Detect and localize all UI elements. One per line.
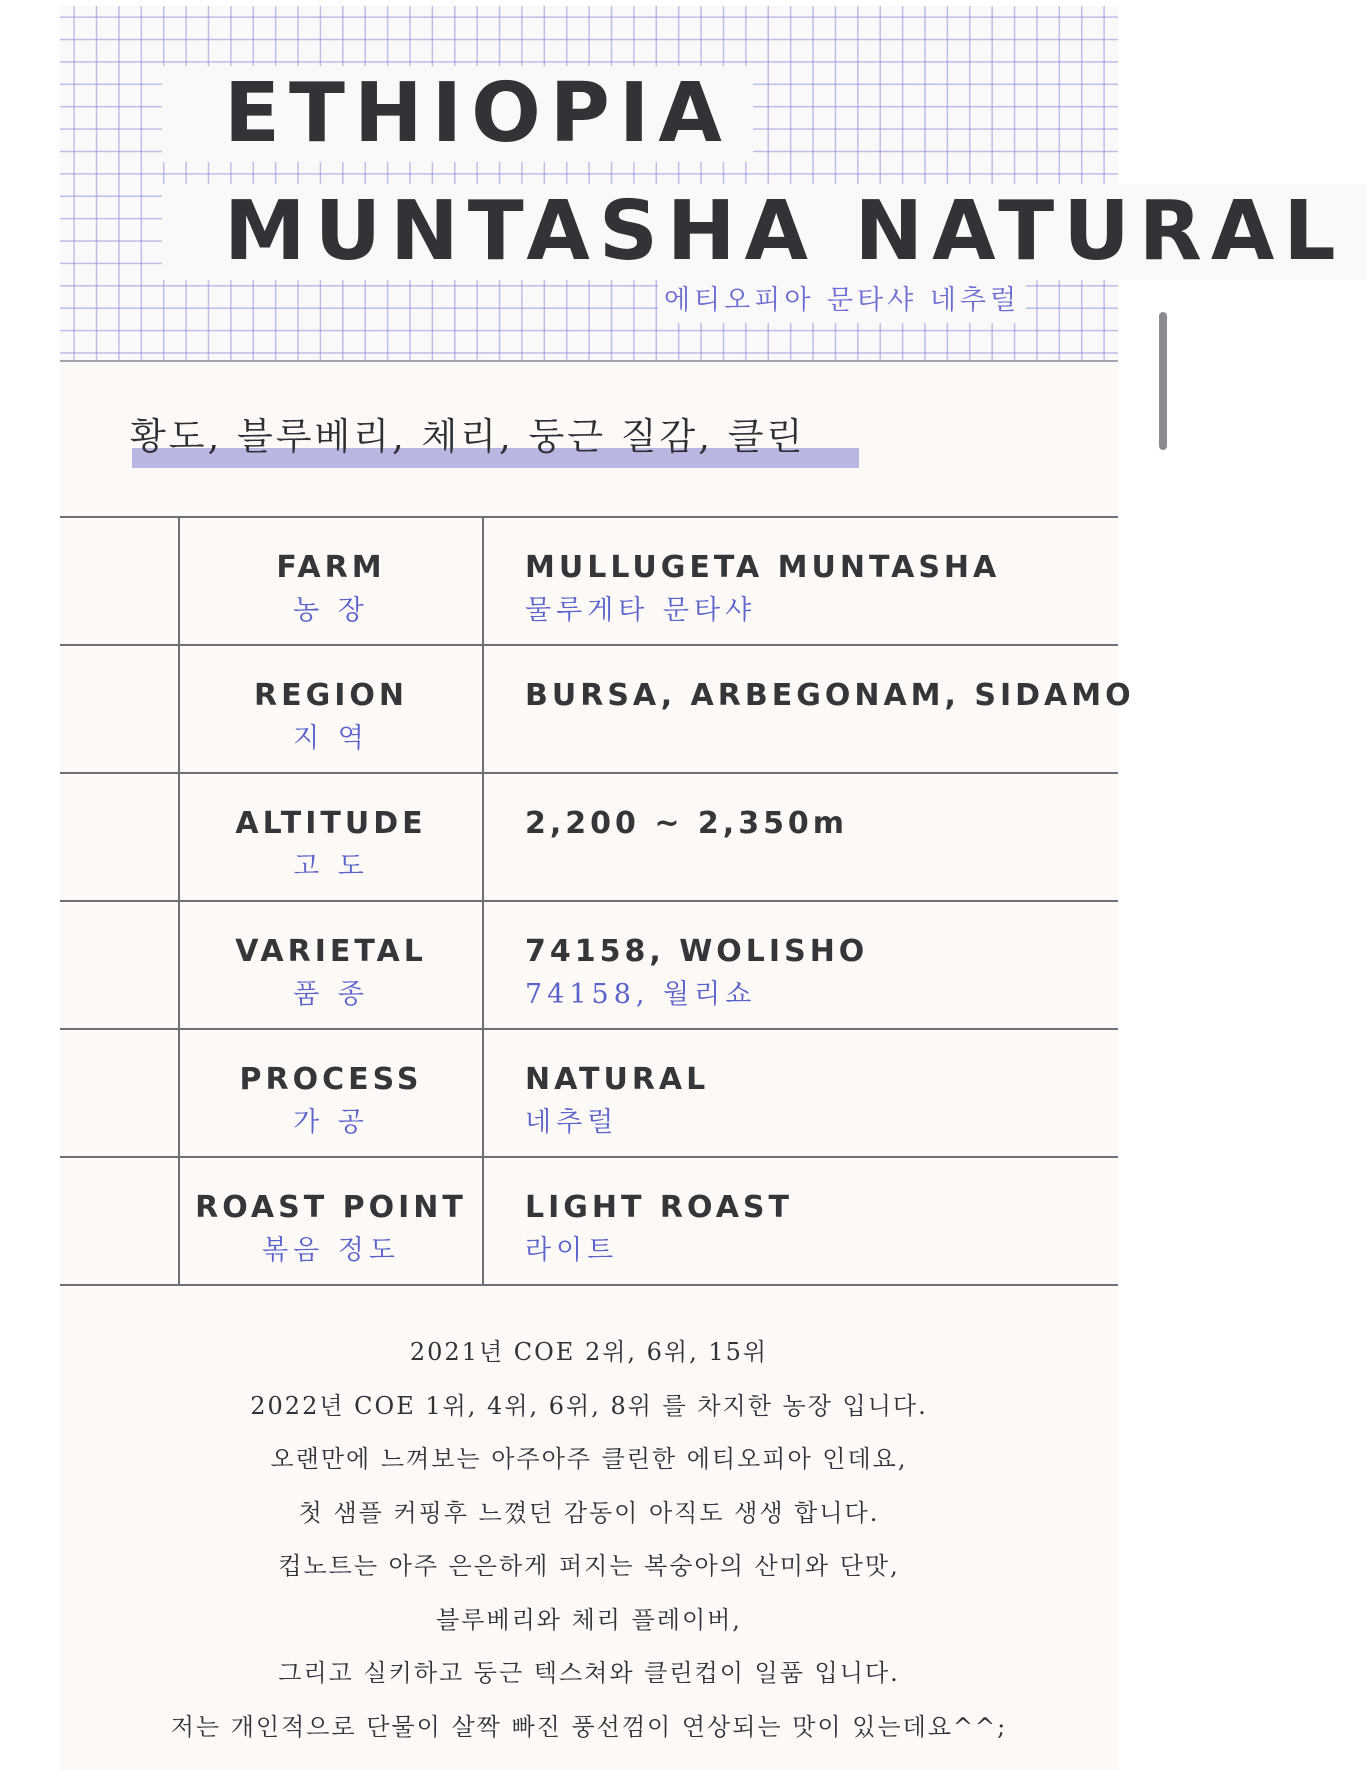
scrollbar-thumb[interactable] — [1159, 312, 1167, 450]
spec-value — [525, 1188, 1115, 1274]
table-divider — [482, 518, 484, 644]
spec-label-ko: 농 장 — [293, 595, 369, 626]
description-line: 2022년 COE 1위, 4위, 6위, 8위 를 차지한 농장 입니다. — [250, 1391, 928, 1420]
spec-row-roast-point — [60, 1158, 1118, 1286]
description-line: 첫 샘플 커핑후 느꼈던 감동이 아직도 생생 합니다. — [298, 1498, 880, 1527]
description-line: 블루베리와 체리 플레이버, — [436, 1605, 742, 1634]
spec-value-en: MULLUGETA MUNTASHA — [525, 550, 1001, 585]
page-title-line-2: MUNTASHA NATURAL — [162, 184, 1367, 280]
tasting-notes — [130, 410, 805, 470]
spec-value-ko: 네추럴 — [525, 1107, 619, 1138]
spec-label-en: REGION — [254, 678, 408, 713]
description-block — [60, 1326, 1118, 1754]
spec-label — [180, 1188, 482, 1274]
table-divider — [482, 1158, 484, 1284]
table-divider — [482, 646, 484, 772]
spec-label — [180, 676, 482, 762]
spec-table — [60, 516, 1135, 1286]
spec-label-ko: 품 종 — [293, 979, 369, 1010]
table-divider — [482, 774, 484, 900]
spec-label-en: ALTITUDE — [235, 806, 427, 841]
spec-value — [525, 548, 1115, 634]
spec-row-region — [60, 646, 1135, 774]
table-divider — [482, 1030, 484, 1156]
spec-value — [525, 676, 1135, 716]
spec-value-en: 74158, WOLISHO — [525, 934, 869, 969]
spec-label-en: FARM — [276, 550, 386, 585]
korean-subtitle: 에티오피아 문타샤 네추럴 — [658, 279, 1026, 323]
spec-row-altitude — [60, 774, 1118, 902]
spec-row-farm — [60, 518, 1118, 646]
table-divider — [482, 902, 484, 1028]
spec-value-en: 2,200 ~ 2,350m — [525, 806, 849, 841]
spec-label-ko: 가 공 — [293, 1107, 369, 1138]
spec-value — [525, 932, 1115, 1018]
spec-row-process — [60, 1030, 1118, 1158]
spec-value-ko: 물루게타 문타샤 — [525, 595, 757, 626]
spec-label-ko: 고 도 — [293, 851, 369, 882]
tasting-notes-text: 황도, 블루베리, 체리, 둥근 질감, 클린 — [130, 415, 806, 458]
spec-label-en: ROAST POINT — [195, 1190, 467, 1225]
spec-value — [525, 1060, 1115, 1146]
page-title-line-1: ETHIOPIA — [162, 66, 753, 162]
description-line: 저는 개인적으로 단물이 살짝 빠진 풍선껌이 연상되는 맛이 있는데요^^; — [170, 1712, 1008, 1741]
spec-value — [525, 804, 1115, 844]
description-line: 그리고 실키하고 둥근 텍스쳐와 클린컵이 일품 입니다. — [278, 1659, 900, 1687]
spec-label — [180, 804, 482, 890]
description-line: 오랜만에 느껴보는 아주아주 클린한 에티오피아 인데요, — [270, 1445, 908, 1473]
spec-value-en: LIGHT ROAST — [525, 1190, 794, 1225]
spec-value-en: BURSA, ARBEGONAM, SIDAMO — [525, 678, 1135, 713]
description-line: 컵노트는 아주 은은하게 퍼지는 복숭아의 산미와 단맛, — [278, 1552, 900, 1580]
description-line: 2021년 COE 2위, 6위, 15위 — [409, 1338, 769, 1366]
spec-value-ko: 라이트 — [525, 1235, 619, 1266]
title-header — [60, 6, 1345, 362]
spec-label — [180, 932, 482, 1018]
spec-label — [180, 1060, 482, 1146]
spec-label-en: PROCESS — [239, 1062, 423, 1097]
spec-row-varietal — [60, 902, 1118, 1030]
spec-value-en: NATURAL — [525, 1062, 710, 1097]
product-detail-card — [60, 6, 1345, 1770]
spec-label — [180, 548, 482, 634]
spec-label-ko: 지 역 — [293, 723, 369, 754]
spec-label-ko: 볶음 정도 — [262, 1235, 400, 1266]
spec-label-en: VARIETAL — [235, 934, 427, 969]
spec-value-ko: 74158, 월리쇼 — [525, 979, 757, 1010]
